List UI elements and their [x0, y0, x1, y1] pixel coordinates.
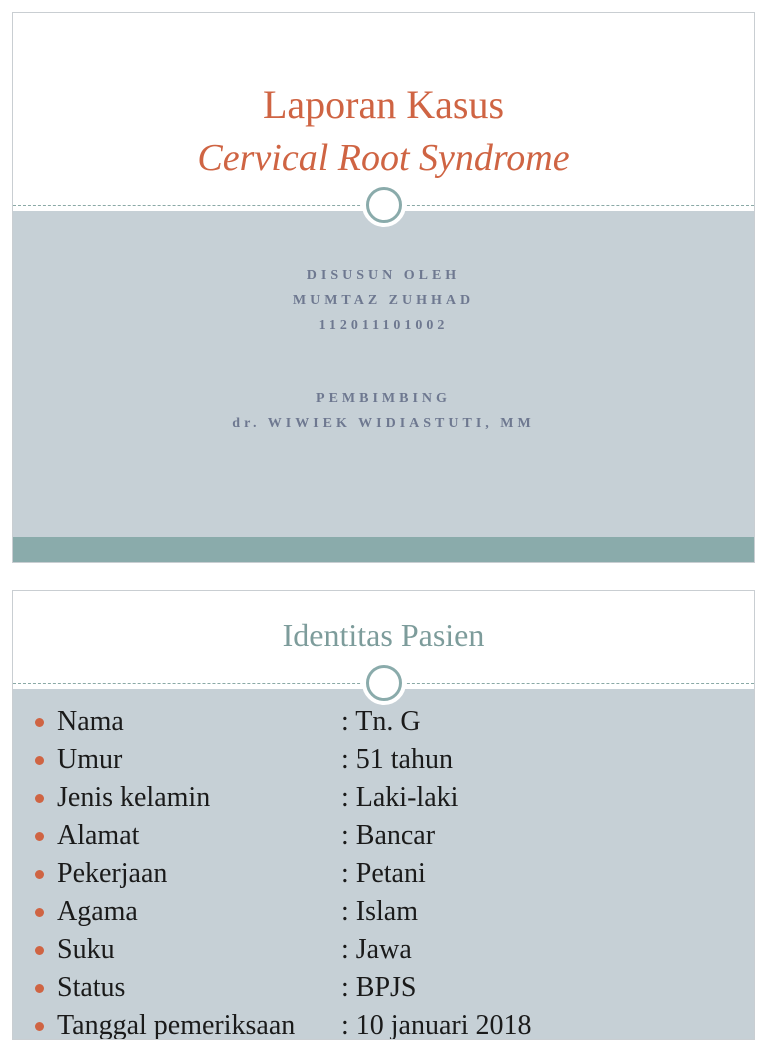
- footer-band: [13, 537, 754, 563]
- item-value: : BPJS: [341, 972, 417, 1003]
- patient-identity-slide: [12, 590, 755, 1040]
- item-label: Status: [57, 972, 126, 1003]
- bullet-icon: [35, 908, 44, 917]
- slide-subtitle: Cervical Root Syndrome: [197, 137, 570, 179]
- bullet-icon: [35, 984, 44, 993]
- item-label: Jenis kelamin: [57, 782, 211, 813]
- bullet-icon: [35, 946, 44, 955]
- bullet-icon: [35, 832, 44, 841]
- item-value: : 51 tahun: [341, 744, 453, 775]
- item-value: : Islam: [341, 896, 418, 927]
- circle-ornament-icon: [362, 661, 406, 705]
- item-value: : Tn. G: [341, 706, 421, 737]
- slide-title: Identitas Pasien: [282, 617, 485, 653]
- item-value: : Jawa: [341, 934, 412, 965]
- item-label: Alamat: [57, 820, 140, 851]
- item-value: : Laki-laki: [341, 782, 459, 813]
- slide-title: Laporan Kasus: [262, 82, 505, 127]
- circle-ornament-icon: [362, 183, 406, 227]
- advisor-name: dr. WIWIEK WIDIASTUTI, MM: [232, 416, 535, 431]
- item-label: Tanggal pemeriksaan: [57, 1010, 296, 1040]
- bullet-icon: [35, 1022, 44, 1031]
- item-label: Umur: [57, 744, 123, 775]
- bullet-icon: [35, 794, 44, 803]
- author-id: 112011101002: [318, 318, 449, 333]
- item-value: : Petani: [341, 858, 426, 889]
- title-slide: [12, 12, 755, 563]
- bullet-icon: [35, 718, 44, 727]
- item-value: : Bancar: [341, 820, 436, 851]
- item-label: Pekerjaan: [57, 858, 168, 889]
- info-band: [13, 211, 754, 537]
- author-name: MUMTAZ ZUHHAD: [292, 293, 475, 308]
- item-label: Suku: [57, 934, 115, 965]
- bullet-icon: [35, 756, 44, 765]
- author-heading: DISUSUN OLEH: [306, 268, 461, 283]
- item-label: Nama: [57, 706, 124, 737]
- advisor-heading: PEMBIMBING: [316, 391, 451, 406]
- item-value: : 10 januari 2018: [341, 1010, 532, 1040]
- item-label: Agama: [57, 896, 138, 927]
- bullet-icon: [35, 870, 44, 879]
